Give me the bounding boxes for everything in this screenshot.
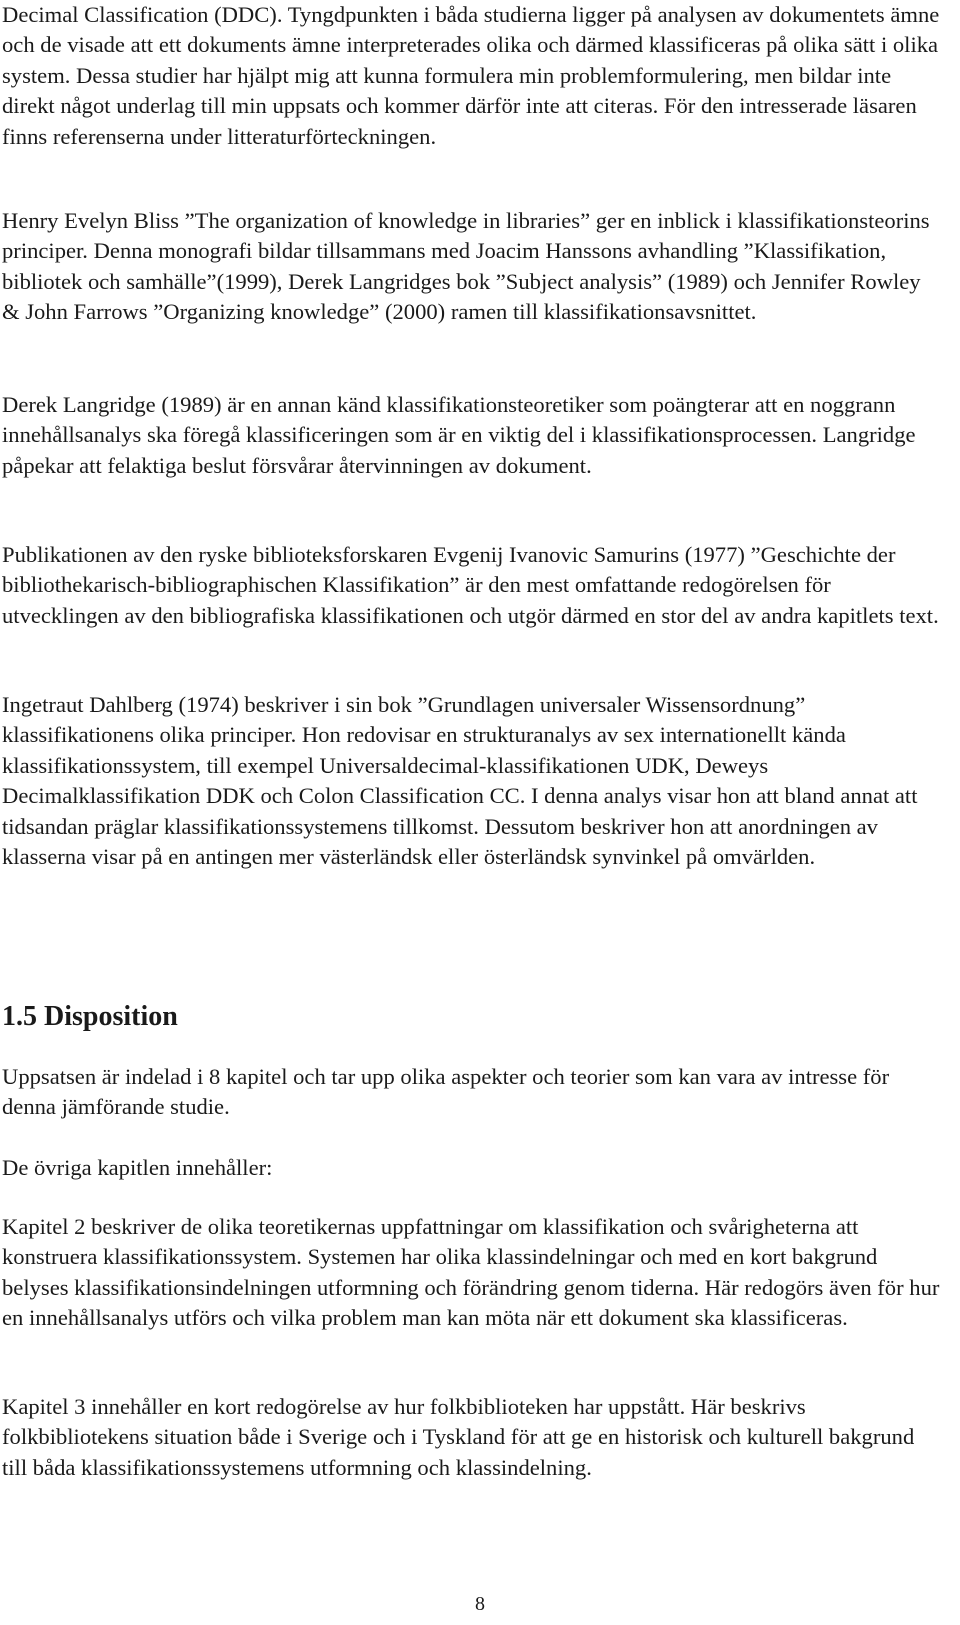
paragraph-chapter-3: Kapitel 3 innehåller en kort redogörelse av hur folkbiblioteken har uppstått. Här beskrivs folkbibliotekens situation både i Sverige och i Tyskland för att ge en historisk och kulturell bakgrund till båda klassifikationssystemens utformning och klassindelning.	[2, 1394, 915, 1480]
paragraph-bliss: Henry Evelyn Bliss ”The organization of knowledge in libraries” ger en inblick i klassifikationsteorins principer. Denna monografi bildar tillsammans med Joacim Hanssons avhandling ”Klassifikation, bibliotek och samhälle”(1999), Derek Langridges bok ”Subject analysis” (1989) och Jennifer Rowley & John Farrows ”Organizing knowledge” (2000) ramen till klassifikationsavsnittet.	[2, 208, 930, 325]
paragraph-langridge: Derek Langridge (1989) är en annan känd klassifikationsteoretiker som poängterar att en noggrann innehållsanalys ska föregå klassificeringen som är en viktig del i klassifikationsprocessen. Langridge påpekar att felaktiga beslut försvårar återvinningen av dokument.	[2, 392, 916, 478]
paragraph-chapter-2: Kapitel 2 beskriver de olika teoretikernas uppfattningar om klassifikation och svårigheterna att konstruera klassifikationssystem. Systemen har olika klassindelningar och med en kort bakgrund belyses klassifikationsindelningen utformning och förändring genom tiderna. Här redogörs även för hur en innehållsanalys utförs och vilka problem man kan möta när ett dokument ska klassificeras.	[2, 1214, 940, 1331]
paragraph-ddc-studies: Decimal Classification (DDC). Tyngdpunkten i båda studierna ligger på analysen av dokumentets ämne och de visade att ett dokuments ämne interpreterades olika och därmed klassificeras på olika sätt i olika system. Dessa studier har hjälpt mig att kunna formulera min problemformulering, men bildar inte direkt något underlag till min uppsats och kommer därför inte att citeras. För den intresserade läsaren finns referenserna under litteraturförteckningen.	[2, 2, 940, 149]
paragraph-disposition-intro: Uppsatsen är indelad i 8 kapitel och tar upp olika aspekter och teorier som kan vara av intresse för denna jämförande studie.	[2, 1064, 890, 1120]
paragraph-dahlberg: Ingetraut Dahlberg (1974) beskriver i sin bok ”Grundlagen universaler Wissensordnung” klassifikationens olika principer. Hon redovisar en strukturanalys av sex internationellt kända klassifikationssystem, till exempel Universaldecimal-klassifikationen UDK, Deweys Decimalklassifikation DDK och Colon Classification CC. I denna analys visar hon att bland annat att tidsandan präglar klassifikationssystemens tillkomst. Dessutom beskriver hon att anordningen av klasserna visar på en antingen mer västerländsk eller österländsk synvinkel på omvärlden.	[2, 692, 918, 870]
paragraph-samurin: Publikationen av den ryske biblioteksforskaren Evgenij Ivanovic Samurins (1977) ”Geschichte der bibliothekarisch-bibliographischen Klassifikation” är den mest omfattande redogörelsen för utvecklingen av den bibliografiska klassifikationen och utgör därmed en stor del av andra kapitlets text.	[2, 542, 939, 628]
page-number: 8	[475, 1593, 485, 1615]
paragraph-chapters-intro: De övriga kapitlen innehåller:	[2, 1155, 273, 1180]
section-heading: 1.5 Disposition	[2, 1001, 178, 1032]
